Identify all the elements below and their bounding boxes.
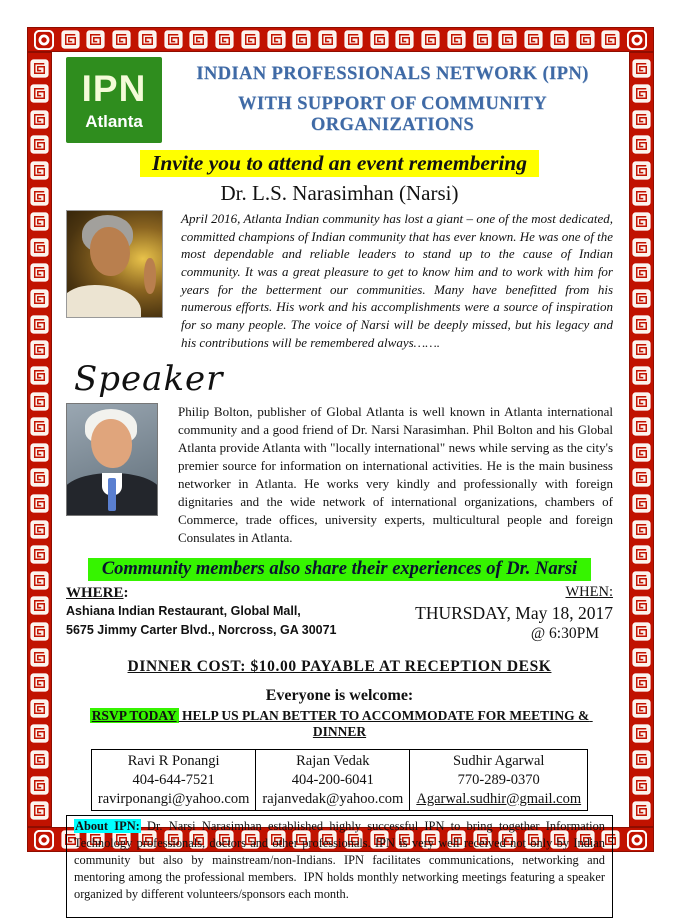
rsvp-today-highlight: RSVP TODAY bbox=[91, 707, 177, 723]
where-when-section bbox=[66, 584, 613, 643]
dinner-cost-line: DINNER COST: $10.00 PAYABLE AT RECEPTION DESK bbox=[127, 657, 552, 675]
contact-email-link[interactable]: Agarwal.sudhir@gmail.com bbox=[416, 790, 582, 807]
decorative-border-left bbox=[27, 52, 52, 827]
meander-tile-icon bbox=[498, 30, 517, 49]
contact-email: ravirponangi@yahoo.com bbox=[97, 790, 250, 807]
meander-tile-icon bbox=[318, 30, 337, 49]
meander-tile-icon bbox=[30, 776, 49, 795]
meander-tile-icon bbox=[632, 494, 651, 513]
meander-tile-icon bbox=[30, 468, 49, 487]
meander-tile-icon bbox=[370, 30, 389, 49]
meander-tile-icon bbox=[632, 417, 651, 436]
meander-tile-icon bbox=[241, 30, 260, 49]
meander-tile-icon bbox=[632, 596, 651, 615]
contact-name: Sudhir Agarwal bbox=[453, 752, 545, 769]
meander-tile-icon bbox=[632, 212, 651, 231]
meander-tile-icon bbox=[30, 84, 49, 103]
contact-name: Ravi R Ponangi bbox=[127, 752, 220, 769]
meander-tile-icon bbox=[30, 187, 49, 206]
meander-tile-icon bbox=[30, 366, 49, 385]
contacts-table bbox=[91, 749, 588, 812]
meander-tile-icon bbox=[632, 443, 651, 462]
logo-atlanta-text: Atlanta bbox=[85, 112, 143, 131]
meander-tile-icon bbox=[30, 238, 49, 257]
meander-tile-icon bbox=[61, 30, 80, 49]
photo-face-shape bbox=[90, 227, 130, 276]
contact-phone: 404-644-7521 bbox=[132, 771, 215, 788]
meander-tile-icon bbox=[632, 110, 651, 129]
rsvp-line bbox=[66, 708, 613, 740]
meander-tile-icon bbox=[30, 392, 49, 411]
meander-tile-icon bbox=[30, 417, 49, 436]
meander-tile-icon bbox=[30, 648, 49, 667]
meander-tile-icon bbox=[30, 135, 49, 154]
meander-tile-icon bbox=[30, 622, 49, 641]
tribute-text: April 2016, Atlanta Indian community has lost a giant – one of the most dedicated, committed champions of Indian community that has ever known. He was one of the most dependable and reliable leaders to stand up to the cause of Indian community. It was a great pleasure to get to know him and to work with him for years for the betterment our communities. Many have benefitted from his numerous efforts. His work and his accomplishments were a source of inspiration for so many people. The voice of Narsi will be deeply missed, but his legacy and his contributions will be remembered always……. bbox=[181, 211, 613, 350]
photo-tie-shape bbox=[108, 478, 116, 511]
where-block: WHERE: Ashiana Indian Restaurant, Global Mall, 5675 Jimmy Carter Blvd., Norcross, GA 30071 bbox=[66, 584, 359, 643]
meander-tile-icon bbox=[632, 724, 651, 743]
meander-tile-icon bbox=[447, 30, 466, 49]
org-title bbox=[172, 64, 613, 136]
meander-tile-icon bbox=[30, 340, 49, 359]
contact-card bbox=[256, 749, 410, 811]
honoree-name: Dr. L.S. Narasimhan (Narsi) bbox=[220, 181, 459, 205]
meander-tile-icon bbox=[30, 699, 49, 718]
meander-tile-icon bbox=[632, 135, 651, 154]
meander-tile-icon bbox=[30, 545, 49, 564]
about-label: About IPN: bbox=[75, 819, 140, 834]
contact-card bbox=[410, 749, 588, 811]
meander-tile-icon bbox=[632, 238, 651, 257]
border-corner-icon bbox=[34, 830, 54, 850]
tribute-section bbox=[66, 210, 613, 351]
border-corner-icon bbox=[627, 30, 647, 50]
rsvp-rest-text: HELP US PLAN BETTER TO ACCOMMODATE FOR MEETING & DINNER bbox=[178, 707, 593, 739]
meander-tile-icon bbox=[30, 520, 49, 539]
meander-tile-icon bbox=[632, 699, 651, 718]
meander-tile-icon bbox=[344, 30, 363, 49]
meander-tile-icon bbox=[632, 340, 651, 359]
meander-tile-icon bbox=[473, 30, 492, 49]
photo-shirt-shape bbox=[66, 285, 141, 318]
meander-tile-icon bbox=[421, 30, 440, 49]
photo-face-shape bbox=[91, 419, 132, 468]
meander-tile-icon bbox=[632, 571, 651, 590]
meander-tile-icon bbox=[30, 801, 49, 820]
meander-tile-icon bbox=[632, 801, 651, 820]
meander-tile-icon bbox=[30, 494, 49, 513]
border-corner-icon bbox=[627, 830, 647, 850]
when-block bbox=[359, 584, 613, 643]
meander-tile-icon bbox=[632, 468, 651, 487]
event-time: @ 6:30PM bbox=[530, 624, 599, 642]
meander-tile-icon bbox=[601, 30, 620, 49]
decorative-border-right bbox=[629, 52, 654, 827]
meander-tile-icon bbox=[632, 776, 651, 795]
contact-name: Rajan Vedak bbox=[296, 752, 370, 769]
meander-tile-icon bbox=[164, 30, 183, 49]
event-date: THURSDAY, May 18, 2017 bbox=[415, 602, 613, 623]
ipn-atlanta-logo bbox=[66, 57, 162, 143]
meander-tile-icon bbox=[632, 84, 651, 103]
meander-tile-icon bbox=[138, 30, 157, 49]
org-title-line2: WITH SUPPORT OF COMMUNITY ORGANIZATIONS bbox=[238, 94, 547, 135]
speaker-photo bbox=[66, 403, 158, 516]
meander-tile-icon bbox=[632, 545, 651, 564]
meander-tile-icon bbox=[30, 443, 49, 462]
meander-tile-icon bbox=[632, 315, 651, 334]
meander-tile-icon bbox=[632, 59, 651, 78]
venue-line1: Ashiana Indian Restaurant, Global Mall, bbox=[66, 603, 301, 618]
meander-tile-icon bbox=[30, 596, 49, 615]
speaker-section bbox=[66, 403, 613, 547]
logo-ipn-text: IPN bbox=[81, 68, 147, 109]
meander-tile-icon bbox=[30, 110, 49, 129]
org-title-line1: INDIAN PROFESSIONALS NETWORK (IPN) bbox=[196, 64, 589, 84]
meander-tile-icon bbox=[632, 187, 651, 206]
border-corner-icon bbox=[34, 30, 54, 50]
meander-tile-icon bbox=[292, 30, 311, 49]
meander-tile-icon bbox=[632, 161, 651, 180]
meander-tile-icon bbox=[632, 520, 651, 539]
meander-tile-icon bbox=[30, 673, 49, 692]
narsi-photo bbox=[66, 210, 163, 318]
where-label: WHERE bbox=[66, 584, 124, 601]
meander-tile-icon bbox=[632, 366, 651, 385]
meander-tile-icon bbox=[112, 30, 131, 49]
meander-tile-icon bbox=[30, 263, 49, 282]
when-label: WHEN: bbox=[565, 583, 613, 600]
meander-tile-icon bbox=[632, 648, 651, 667]
meander-tile-icon bbox=[632, 750, 651, 769]
speaker-heading: Speaker bbox=[74, 359, 224, 400]
meander-tile-icon bbox=[215, 30, 234, 49]
meander-tile-icon bbox=[86, 30, 105, 49]
meander-tile-icon bbox=[576, 30, 595, 49]
meander-tile-icon bbox=[30, 59, 49, 78]
meander-tile-icon bbox=[632, 289, 651, 308]
meander-tile-icon bbox=[632, 622, 651, 641]
meander-tile-icon bbox=[189, 30, 208, 49]
decorative-border-top bbox=[27, 27, 654, 52]
meander-tile-icon bbox=[30, 289, 49, 308]
community-banner: Community members also share their experiences of Dr. Narsi bbox=[88, 558, 591, 581]
meander-tile-icon bbox=[632, 392, 651, 411]
welcome-line: Everyone is welcome: bbox=[265, 686, 414, 704]
meander-tile-icon bbox=[30, 724, 49, 743]
invite-headline: Invite you to attend an event remembering bbox=[140, 150, 539, 177]
contact-card bbox=[91, 749, 255, 811]
meander-tile-icon bbox=[632, 673, 651, 692]
contact-phone: 404-200-6041 bbox=[291, 771, 374, 788]
meander-tile-icon bbox=[550, 30, 569, 49]
speaker-bio: Philip Bolton, publisher of Global Atlanta is well known in Atlanta international community and a good friend of Dr. Narsi Narasimhan. Phil Bolton and his Global Atlanta provide Atlanta with "locally international" news while serving as the city's premier source for information on international activities. He is the main business networker in Atlanta. He works very kindly and professionally with foreign dignitaries and the wide network of international organizations, chambers of Commerce, trade offices, university experts, multicultural people and foreign Consulates in Atlanta. bbox=[178, 404, 613, 545]
meander-tile-icon bbox=[632, 263, 651, 282]
header bbox=[66, 57, 613, 143]
venue-line2: 5675 Jimmy Carter Blvd., Norcross, GA 30071 bbox=[66, 622, 337, 637]
meander-tile-icon bbox=[395, 30, 414, 49]
about-box bbox=[66, 815, 613, 917]
photo-hand-shape bbox=[144, 258, 156, 294]
meander-tile-icon bbox=[524, 30, 543, 49]
meander-tile-icon bbox=[30, 571, 49, 590]
flyer-content bbox=[52, 52, 629, 901]
meander-tile-icon bbox=[30, 161, 49, 180]
contact-phone: 770-289-0370 bbox=[457, 771, 540, 788]
contact-email: rajanvedak@yahoo.com bbox=[262, 790, 404, 807]
meander-tile-icon bbox=[267, 30, 286, 49]
meander-tile-icon bbox=[30, 750, 49, 769]
about-text: Dr. Narsi Narasimhan established highly successful IPN to bring together Information Technology professionals, doctors and other professionals. IPN is very well received not only by Indian community but also by mainstream/non-Indians. IPN facilitates communications, networking and mentoring among the professional members. IPN holds monthly networking meetings featuring a speaker organized by different volunteers/sponsors each month. bbox=[74, 819, 609, 901]
meander-tile-icon bbox=[30, 212, 49, 231]
meander-tile-icon bbox=[30, 315, 49, 334]
